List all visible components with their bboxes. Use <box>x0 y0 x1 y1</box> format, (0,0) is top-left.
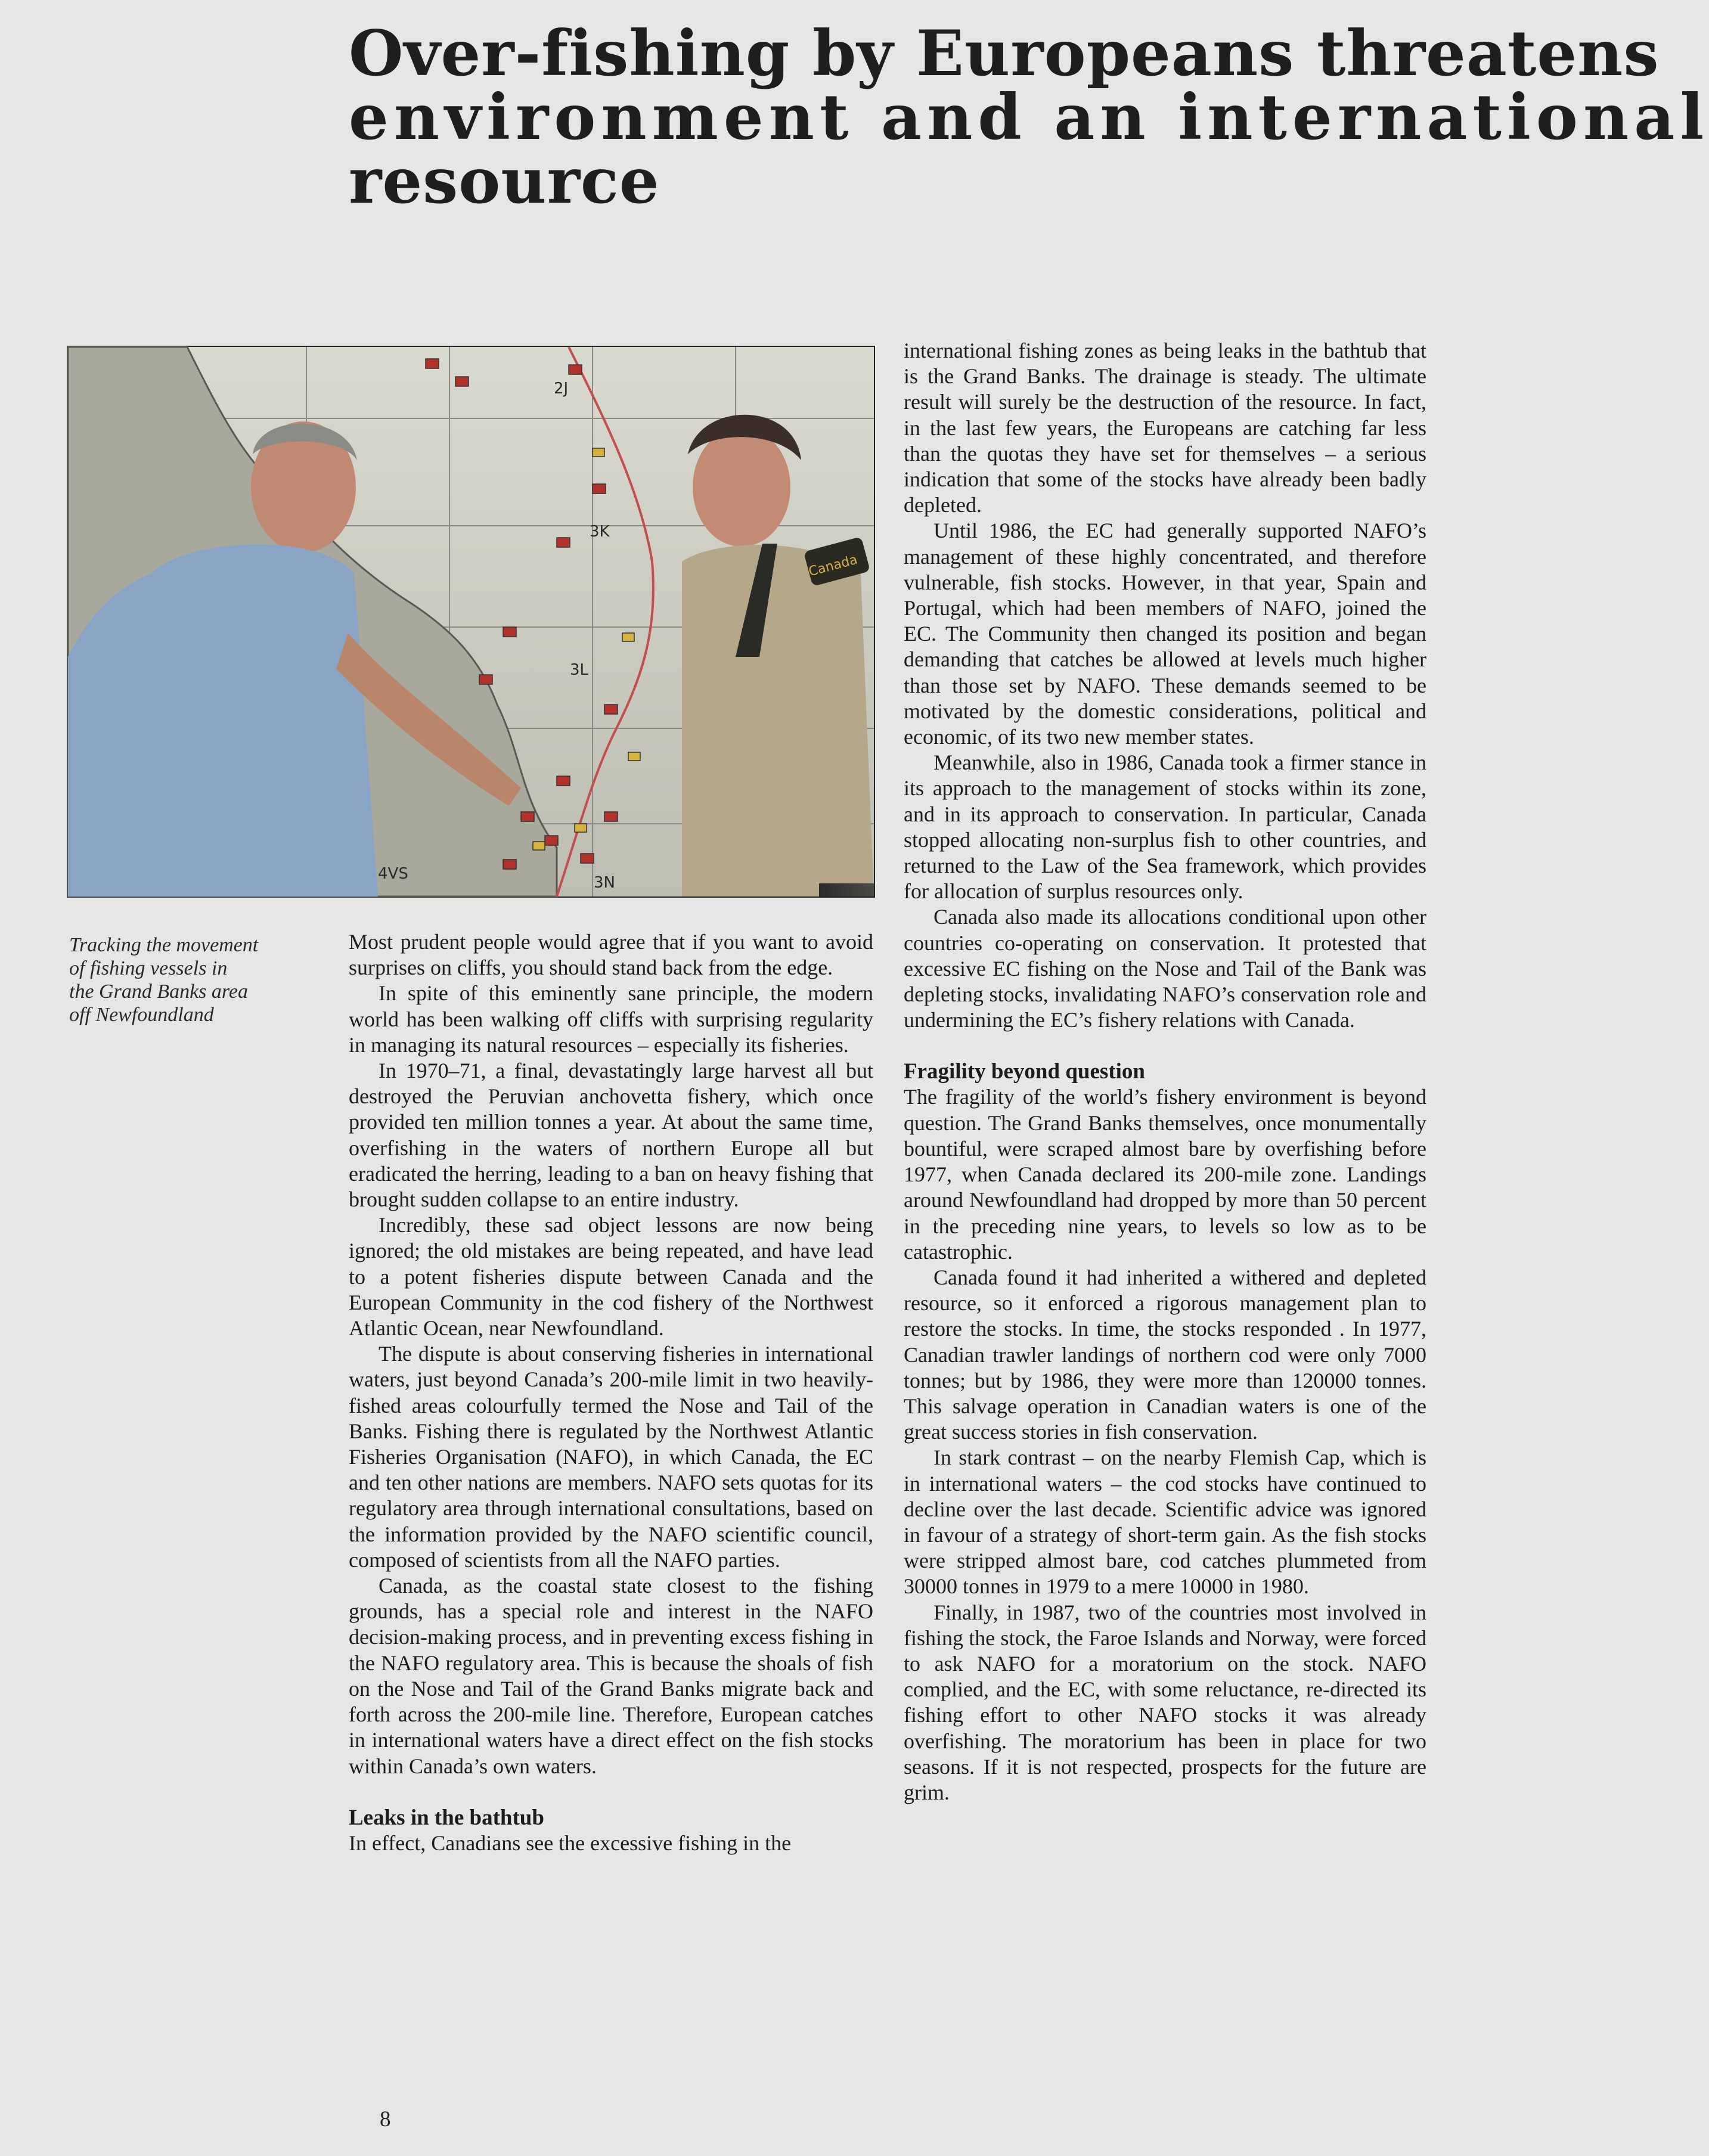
section-heading: Leaks in the bathtub <box>349 1805 544 1830</box>
paragraph: In 1970–71, a final, devastatingly large harvest all but destroyed the Peruvian anchovetta fishery, which once provided ten million tonnes a year. At about the same time, overfishing in the waters of northern Europe all but eradicated the herring, leading to a ban on heavy fishing that brought sudden collapse to an entire industry. <box>349 1059 873 1212</box>
paragraph: In effect, Canadians see the excessive fishing in the <box>349 1831 792 1855</box>
paragraph: Finally, in 1987, two of the countries most involved in fishing the stock, the Faroe Islands and Norway, were forced to ask NAFO for a moratorium on the stock. NAFO complied, and the EC, with some reluctance, re-directed its fishing effort to other NAFO stocks it was already overfishing. The moratorium has been in place for two seasons. If it is not respected, prospects for the future are grim. <box>904 1600 1426 1804</box>
article-column-2 <box>904 338 1426 1806</box>
headline-line-3: resource <box>349 144 660 218</box>
caption-line: of fishing vessels in <box>69 957 228 979</box>
map-zone-label: 2J <box>554 380 569 398</box>
paragraph: Most prudent people would agree that if you want to avoid surprises on cliffs, you should stand back from the edge. <box>349 930 873 980</box>
section-heading: Fragility beyond question <box>904 1059 1145 1084</box>
map-zone-label: 4VS <box>378 865 408 883</box>
map-zone-label: 3L <box>570 661 589 679</box>
paragraph: The dispute is about conserving fisheries in international waters, just beyond Canada’s 200-mile limit in two heavily-fished areas colourfully termed the Nose and Tail of the Banks. Fishing there is regulated by the Northwest Atlantic Fisheries Organisation (NAFO), in which Canada, the EC and ten other nations are members. NAFO sets quotas for its regulatory area through international consultations, based on the information provided by the NAFO scientific council, composed of scientists from all the NAFO parties. <box>349 1342 873 1572</box>
paragraph: In stark contrast – on the nearby Flemish Cap, which is in international waters – the cod stocks have continued to decline over the last decade. Scientific advice was ignored in favour of a strategy of short-term gain. As the fish stocks were stripped almost bare, cod catches plummeted from 30000 tonnes in 1979 to a mere 10000 in 1980. <box>904 1445 1426 1599</box>
paragraph: Meanwhile, also in 1986, Canada took a firmer stance in its approach to the management of stocks within its zone, and in its approach to conservation. In particular, Canada stopped allocating non-surplus fish to other countries, and returned to the Law of the Sea framework, which provides for allocation of surplus resources only. <box>904 750 1426 904</box>
paragraph: Canada, as the coastal state closest to the fishing grounds, has a special role and interest in the NAFO decision-making process, and in preventing excess fishing in the NAFO regulatory area. This is because the shoals of fish on the Nose and Tail of the Grand Banks migrate back and forth across the 200-mile line. Therefore, European catches in international waters have a direct effect on the fish stocks within Canada’s own waters. <box>349 1574 873 1778</box>
caption-line: Tracking the movement <box>69 934 259 956</box>
paragraph: Until 1986, the EC had generally supported NAFO’s management of these highly concentrated, and therefore vulnerable, fish stocks. However, in that year, Spain and Portugal, which had been members of NAFO, joined the EC. The Community then changed its position and began demanding that catches be allowed at levels much higher than those set by NAFO. These demands seemed to be motivated by the domestic considerations, political and economic, of its two new member states. <box>904 519 1426 749</box>
page-number: 8 <box>380 2107 391 2132</box>
article-column-1 <box>349 929 873 1856</box>
map-photo <box>67 346 875 898</box>
article-headline <box>349 16 1709 218</box>
paragraph: international fishing zones as being leaks in the bathtub that is the Grand Banks. The drainage is steady. The ultimate result will surely be the destruction of the resource. In fact, in the last few years, the Europeans are catching far less than the quotas they have set for themselves – a serious indication that some of the stocks have already been badly depleted. <box>904 339 1426 517</box>
caption-line: the Grand Banks area <box>69 981 248 1003</box>
headline-line-1: Over-fishing by Europeans threatens <box>349 16 1660 90</box>
paragraph: Canada also made its allocations conditional upon other countries co-operating on conservation. It protested that excessive EC fishing on the Nose and Tail of the Bank was depleting stocks, invalidating NAFO’s conservation role and undermining the EC’s fishery relations with Canada. <box>904 905 1426 1032</box>
map-zone-label: 3N <box>594 874 615 892</box>
paragraph: In spite of this eminently sane principle, the modern world has been walking off cliffs with surprising regularity in managing its natural resources – especially its fisheries. <box>349 981 873 1057</box>
map-photo-illustration <box>68 347 874 896</box>
photo-caption <box>69 933 296 1026</box>
map-zone-label: 3K <box>590 523 610 541</box>
paragraph: Canada found it had inherited a withered and depleted resource, so it enforced a rigorous management plan to restore the stocks. In time, the stocks responded . In 1977, Canadian trawler landings of northern cod were only 7000 tonnes; but by 1986, they were more than 120000 tonnes. This salvage operation in Canadian waters is one of the great success stories in fish conservation. <box>904 1265 1426 1444</box>
shoulder-badge-text: Canada <box>807 552 860 580</box>
paragraph: Incredibly, these sad object lessons are now being ignored; the old mistakes are being repeated, and have lead to a potent fisheries dispute between Canada and the European Community in the cod fishery of the Northwest Atlantic Ocean, near Newfoundland. <box>349 1213 873 1341</box>
caption-line: off Newfoundland <box>69 1004 214 1026</box>
paragraph: The fragility of the world’s fishery environment is beyond question. The Grand Banks themselves, once monumentally bountiful, were scraped almost bare by overfishing before 1977, when Canada declared its 200-mile zone. Landings around Newfoundland had dropped by more than 50 percent in the preceding nine years, to levels so low as to be catastrophic. <box>904 1085 1426 1264</box>
headline-line-2: environment and an international <box>349 80 1709 154</box>
